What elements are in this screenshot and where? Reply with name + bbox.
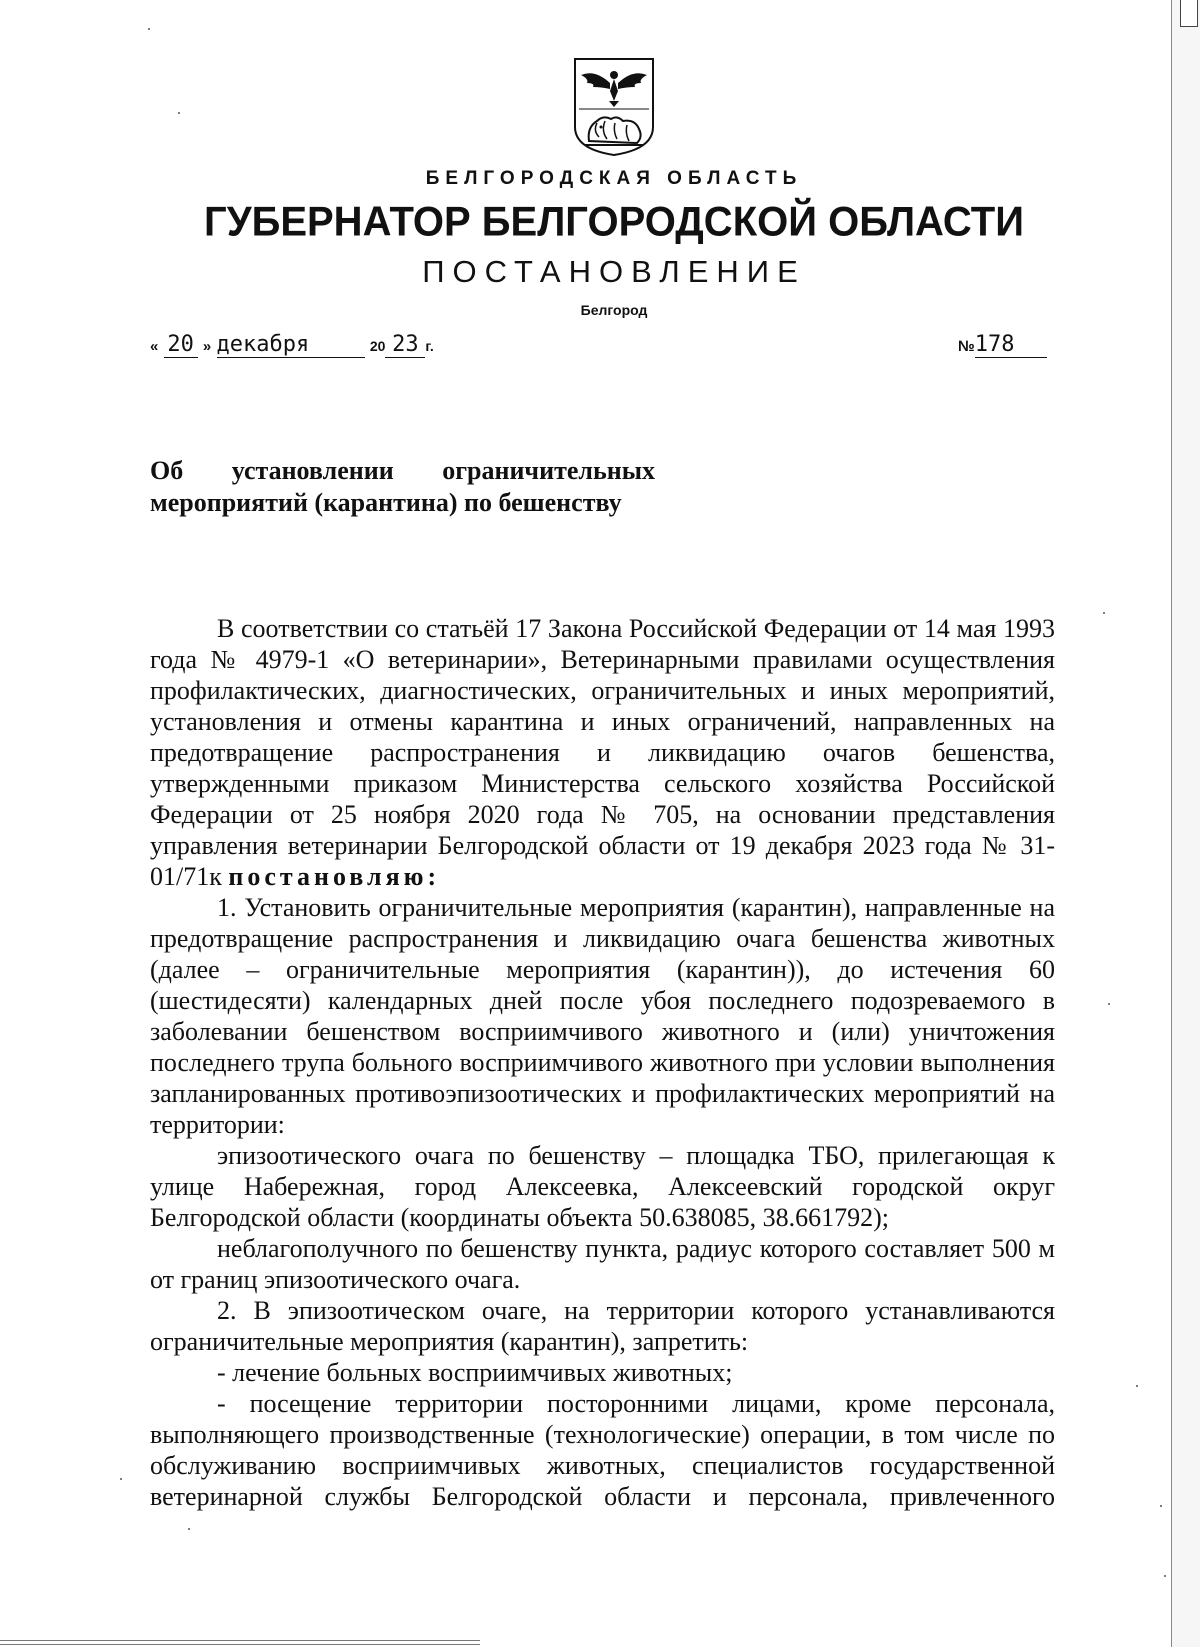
scan-speck xyxy=(1160,1505,1162,1507)
scan-speck xyxy=(1103,612,1105,614)
document-title xyxy=(150,455,655,519)
date-day: 20 xyxy=(164,332,198,358)
preamble-paragraph xyxy=(150,613,1055,892)
clause-1-focus-paragraph: эпизоотического очага по бешенству – площадка ТБО, прилегающая к улице Набережная, город Алексеевка, Алексеевский городской округ Белгородской области (координаты объекта 50.638085, 38.661792); xyxy=(150,1141,1055,1232)
number-label: № xyxy=(958,338,975,355)
date-close-quote: » xyxy=(202,338,212,355)
title-line-1: Об установлении ограничительных xyxy=(150,456,655,485)
document-date xyxy=(150,332,434,358)
document-number xyxy=(958,332,1047,358)
date-year: 23 xyxy=(385,332,425,358)
document-type-heading: ПОСТАНОВЛЕНИЕ xyxy=(422,254,806,289)
scan-speck xyxy=(148,28,150,30)
date-century: 20 xyxy=(369,338,386,354)
scan-speck xyxy=(120,1478,122,1480)
scan-edge-right xyxy=(1171,0,1200,1647)
scan-speck xyxy=(178,112,180,114)
clause-2-item-2: - посещение территории посторонними лицами, кроме персонала, выполняющего производственные (технологические) операции, в том числе по обслуживанию восприимчивых животных, специалистов государственной ветеринарной службы Белгородской области и персонала, привлеченного xyxy=(150,1389,1055,1511)
scan-speck xyxy=(188,1528,190,1530)
scan-edge-bottom xyxy=(0,1640,480,1645)
date-open-quote: « xyxy=(150,338,159,355)
title-line-2: мероприятий (карантина) по бешенству xyxy=(150,488,622,517)
authority-heading: ГУБЕРНАТОР БЕЛГОРОДСКОЙ ОБЛАСТИ xyxy=(204,198,1024,246)
region-heading: БЕЛГОРОДСКАЯ ОБЛАСТЬ xyxy=(425,168,803,189)
scan-speck xyxy=(1164,1575,1166,1577)
clause-1-point-paragraph: неблагополучного по бешенству пункта, радиус которого составляет 500 м от границ эпизоотического очага. xyxy=(150,1234,1055,1294)
coat-of-arms-emblem xyxy=(571,57,657,157)
clause-2-item-1: - лечение больных восприимчивых животных; xyxy=(217,1358,733,1387)
clause-1-paragraph: 1. Установить ограничительные мероприятия (карантин), направленные на предотвращение распространения и ликвидацию очага бешенства животных (далее – ограничительные мероприятия (карантин)), до истечения 60 (шестидесяти) календарных дней после убоя последнего подозреваемого в заболевании бешенством восприимчивого животного и (или) уничтожения последнего трупа больного восприимчивого животного при условии выполнения запланированных противоэпизоотических и профилактических мероприятий на территории: xyxy=(150,893,1055,1139)
number-value: 178 xyxy=(975,332,1047,358)
scan-edge-notch xyxy=(1180,0,1198,27)
city-label: Белгород xyxy=(580,302,648,318)
preamble-text: В соответствии со статьёй 17 Закона Российской Федерации от 14 мая 1993 года № 4979-1 «О ветеринарии», Ветеринарными правилами осуществления профилактических, диагностических, ограничительных и иных мероприятий, установления и отмены карантина и иных ограничений, направленных на предотвращение распространения и ликвидацию очагов бешенства, утвержденными приказом Министерства сельского хозяйства Российской Федерации от 25 ноября 2020 года № 705, на основании представления управления ветеринарии Белгородской области от 19 декабря 2023 года № 31-01/71к xyxy=(150,614,1055,891)
clause-2-paragraph: 2. В эпизоотическом очаге, на территории которого устанавливаются ограничительные мероприятия (карантин), запретить: xyxy=(150,1296,1055,1356)
decree-word: постановляю: xyxy=(228,862,441,891)
scan-speck xyxy=(1136,1385,1138,1387)
date-year-suffix: г. xyxy=(425,338,434,354)
date-month: декабря xyxy=(217,332,365,358)
document-body xyxy=(150,613,1055,1512)
scan-speck xyxy=(1108,1003,1110,1005)
